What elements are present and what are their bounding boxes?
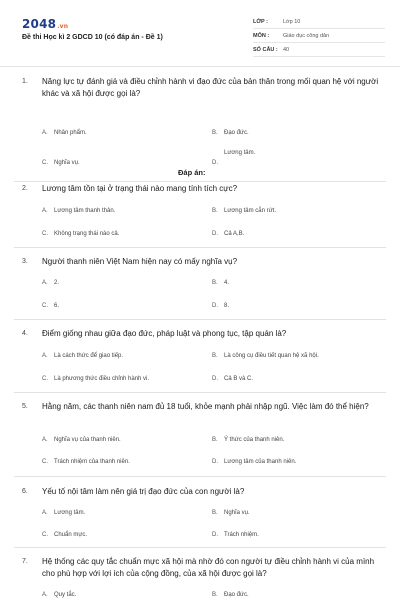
question-number: 5. bbox=[22, 403, 28, 410]
option-d[interactable]: D. Cả B và C. bbox=[212, 376, 254, 382]
question-divider bbox=[14, 392, 386, 393]
option-d[interactable]: D. bbox=[212, 160, 218, 166]
question-number: 4. bbox=[22, 330, 28, 337]
meta-key: SỐ CÂU : bbox=[253, 46, 278, 53]
option-a[interactable]: A. Là cách thức để giao tiếp. bbox=[42, 353, 124, 359]
option-a[interactable]: A. Quy tắc. bbox=[42, 592, 77, 598]
question-divider bbox=[14, 181, 386, 182]
question-number: 7. bbox=[22, 558, 28, 565]
option-c[interactable]: C. Nghĩa vụ. bbox=[42, 160, 80, 166]
question-divider bbox=[14, 547, 386, 548]
exam-meta bbox=[253, 15, 385, 57]
document-header bbox=[0, 0, 400, 67]
question-text: Hệ thống các quy tắc chuẩn mực xã hội mà nhờ đó con người tự điều chỉnh hành vi của mình cho phù hợp với lợi ích của cộng đồng, của xã hội được gọi là? bbox=[42, 557, 375, 578]
question-text: Người thanh niên Việt Nam hiện nay có mấy nghĩa vụ? bbox=[42, 257, 238, 266]
option-d[interactable]: D. Trách nhiệm. bbox=[212, 532, 259, 538]
option-d-text-line[interactable]: Lương tâm. bbox=[224, 150, 256, 156]
question-text: Lương tâm tồn tại ở trạng thái nào mang tính tích cực? bbox=[42, 184, 238, 193]
question-number: 3. bbox=[22, 258, 28, 265]
option-a[interactable]: A. Nghĩa vụ của thanh niên. bbox=[42, 437, 121, 443]
option-b[interactable]: B. 4. bbox=[212, 280, 230, 286]
option-b[interactable]: B. Đạo đức. bbox=[212, 130, 249, 136]
question-number: 1. bbox=[22, 78, 28, 85]
option-c[interactable]: C. Trách nhiệm của thanh niên. bbox=[42, 459, 130, 465]
meta-value: Lớp 10 bbox=[283, 18, 301, 25]
meta-row-count bbox=[253, 43, 385, 57]
question-divider bbox=[14, 247, 386, 248]
question-text: Hằng năm, các thanh niên nam đủ 18 tuổi, khỏe mạnh phải nhập ngũ. Việc làm đó thể hiện? bbox=[42, 402, 369, 411]
question-divider bbox=[14, 319, 386, 320]
option-c[interactable]: C. Là phương thức điều chỉnh hành vi. bbox=[42, 376, 150, 382]
option-b[interactable]: B. Lương tâm cắn rứt. bbox=[212, 208, 276, 214]
option-d[interactable]: D. 8. bbox=[212, 303, 230, 309]
meta-row-class bbox=[253, 15, 385, 29]
question-text: Điểm giống nhau giữa đạo đức, pháp luật và phong tục, tập quán là? bbox=[42, 329, 287, 338]
option-d[interactable]: D. Cả A,B. bbox=[212, 231, 245, 237]
option-a[interactable]: A. Lương tâm thanh thản. bbox=[42, 208, 116, 214]
meta-key: MÔN : bbox=[253, 32, 270, 39]
exam-title: Đề thi Học kì 2 GDCD 10 (có đáp án - Đề 1) bbox=[22, 34, 163, 41]
option-c[interactable]: C. Chuẩn mực. bbox=[42, 532, 88, 538]
site-logo[interactable]: 2048.vn bbox=[22, 17, 69, 31]
meta-key: LỚP : bbox=[253, 18, 268, 25]
option-b[interactable]: B. Nghĩa vụ. bbox=[212, 510, 250, 516]
option-b[interactable]: B. Đạo đức. bbox=[212, 592, 249, 598]
question-number: 2. bbox=[22, 185, 28, 192]
option-c[interactable]: C. Không trạng thái nào cả. bbox=[42, 231, 120, 237]
question-text: Yếu tố nội tâm làm nên giá trị đạo đức của con người là? bbox=[42, 487, 245, 496]
answer-label: Đáp án: bbox=[178, 168, 206, 177]
meta-row-subject bbox=[253, 29, 385, 43]
option-d[interactable]: D. Lương tâm của thanh niên. bbox=[212, 459, 297, 465]
option-b[interactable]: B. Là công cụ điều tiết quan hệ xã hội. bbox=[212, 353, 319, 359]
question-number: 6. bbox=[22, 488, 28, 495]
option-a[interactable]: A. Nhân phẩm. bbox=[42, 130, 87, 136]
question-divider bbox=[14, 476, 386, 477]
option-b[interactable]: B. Ý thức của thanh niên. bbox=[212, 437, 285, 443]
option-c[interactable]: C. 6. bbox=[42, 303, 60, 309]
meta-value: 40 bbox=[283, 46, 290, 53]
question-text: Năng lực tự đánh giá và điều chỉnh hành vi đạo đức của bản thân trong mối quan hệ với người khác và xã hội được gọi là? bbox=[42, 77, 379, 98]
option-a[interactable]: A. 2. bbox=[42, 280, 60, 286]
meta-value: Giáo dục công dân bbox=[283, 32, 330, 39]
option-a[interactable]: A. Lương tâm. bbox=[42, 510, 86, 516]
